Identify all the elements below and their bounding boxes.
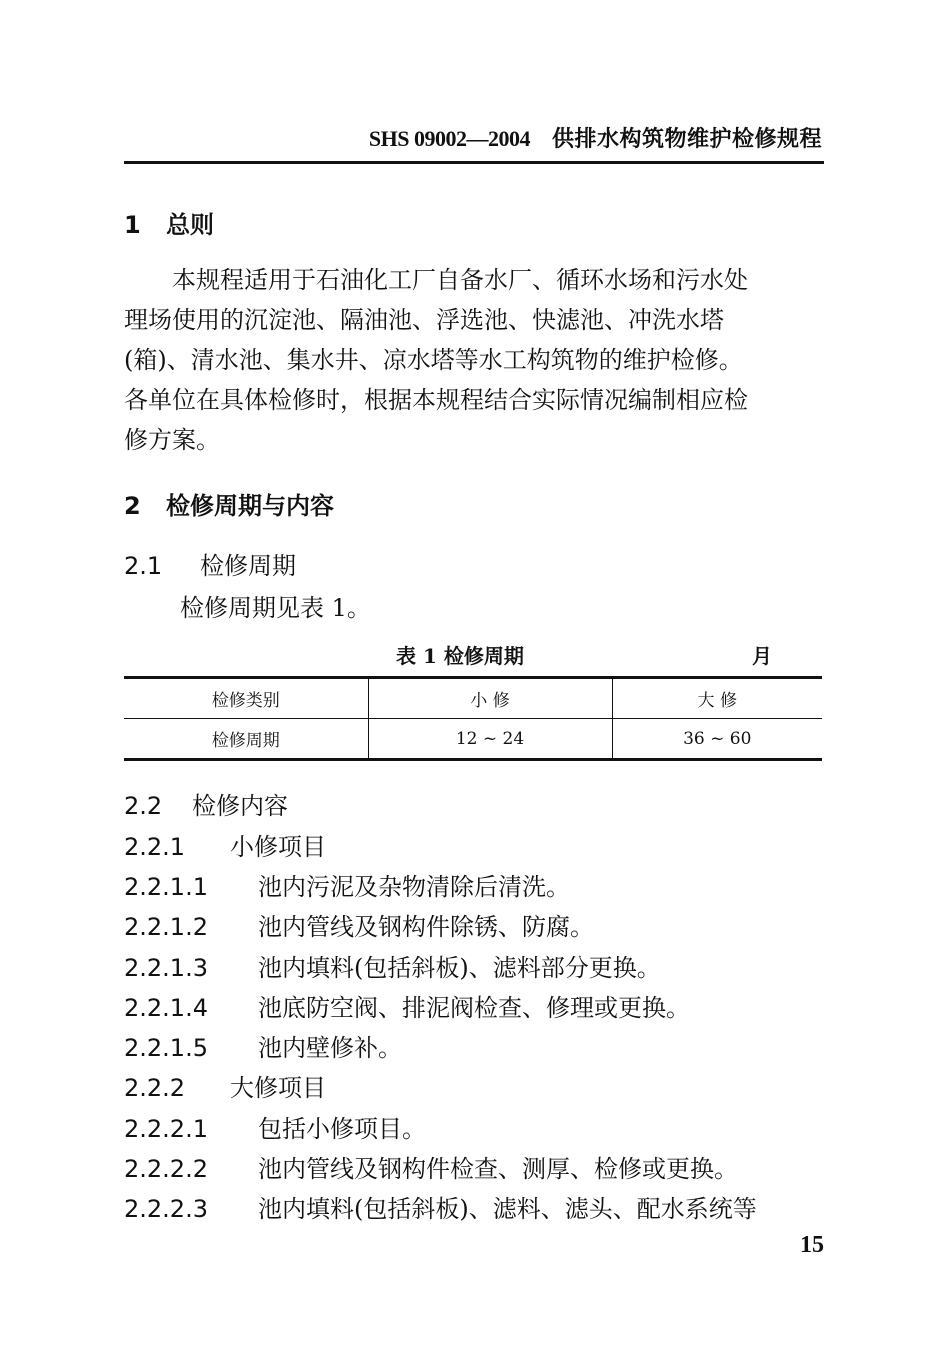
table-cell: 检修类别 (124, 678, 368, 719)
item-text: 池内污泥及杂物清除后清洗。 (258, 873, 570, 901)
item-number: 2.2.1.4 (124, 994, 208, 1022)
paragraph-line: (箱)、清水池、集水井、凉水塔等水工构筑物的维护检修。 (124, 346, 743, 374)
item-text: 池内填料(包括斜板)、滤料部分更换。 (258, 954, 661, 982)
table-cell: 小 修 (368, 678, 612, 719)
item-number: 2.2.1 (124, 833, 186, 861)
table-caption: 表 1 检修周期 (396, 644, 524, 668)
list-item (124, 1028, 402, 1063)
section-title: 检修周期与内容 (166, 491, 334, 520)
running-header (369, 122, 822, 153)
section-title: 检修内容 (192, 792, 288, 820)
document-title: 供排水构筑物维护检修规程 (551, 126, 822, 152)
item-text: 大修项目 (230, 1074, 326, 1102)
section-title: 总则 (166, 210, 214, 239)
section-2-heading (124, 486, 334, 521)
item-number: 2.2.2 (124, 1074, 186, 1102)
table-cell: 12 ~ 24 (368, 719, 612, 760)
section-1-paragraph (124, 260, 824, 460)
section-2-2-heading (124, 786, 288, 821)
list-item (124, 988, 690, 1023)
item-text: 池底防空阀、排泥阀检查、修理或更换。 (258, 994, 690, 1022)
list-item (124, 867, 570, 902)
table-row (124, 678, 822, 719)
list-item (124, 1109, 426, 1144)
table-cell: 大 修 (612, 678, 822, 719)
section-1-heading (124, 205, 214, 240)
maintenance-cycle-table (124, 676, 822, 761)
item-number: 2.2.1.3 (124, 954, 208, 982)
table-cell: 检修周期 (124, 719, 368, 760)
list-item (124, 907, 594, 942)
section-number: 2.1 (124, 552, 163, 580)
item-text: 池内填料(包括斜板)、滤料、滤头、配水系统等 (258, 1195, 757, 1223)
item-text: 池内管线及钢构件检查、测厚、检修或更换。 (258, 1155, 738, 1183)
page-number: 15 (800, 1232, 824, 1258)
section-number: 2 (124, 492, 141, 520)
item-text: 池内壁修补。 (258, 1034, 402, 1062)
list-item (124, 948, 661, 983)
item-number: 2.2.2.3 (124, 1195, 208, 1223)
item-number: 2.2.2.1 (124, 1115, 208, 1143)
section-number: 1 (124, 211, 141, 239)
item-number: 2.2.1.1 (124, 873, 208, 901)
paragraph-line: 各单位在具体检修时，根据本规程结合实际情况编制相应检 (124, 386, 748, 414)
paragraph-line: 本规程适用于石油化工厂自备水厂、循环水场和污水处 (172, 266, 748, 294)
standard-code: SHS 09002—2004 (368, 126, 530, 151)
item-text: 小修项目 (230, 833, 326, 861)
section-2-1-heading (124, 546, 296, 581)
section-title: 检修周期 (200, 552, 296, 580)
section-2-1-text: 检修周期见表 1。 (180, 594, 371, 622)
list-item (124, 1149, 738, 1184)
item-text: 池内管线及钢构件除锈、防腐。 (258, 913, 594, 941)
table-row (124, 719, 822, 760)
header-rule (124, 161, 824, 164)
item-number: 2.2.1.2 (124, 913, 208, 941)
table-unit: 月 (752, 644, 772, 668)
list-item (124, 827, 326, 862)
table-cell: 36 ~ 60 (612, 719, 822, 760)
item-text: 包括小修项目。 (258, 1115, 426, 1143)
paragraph-line: 修方案。 (124, 426, 220, 454)
item-number: 2.2.1.5 (124, 1034, 208, 1062)
list-item (124, 1189, 757, 1224)
list-item (124, 1068, 326, 1103)
item-number: 2.2.2.2 (124, 1155, 208, 1183)
paragraph-line: 理场使用的沉淀池、隔油池、浮选池、快滤池、冲洗水塔 (124, 306, 724, 334)
section-number: 2.2 (124, 792, 163, 820)
